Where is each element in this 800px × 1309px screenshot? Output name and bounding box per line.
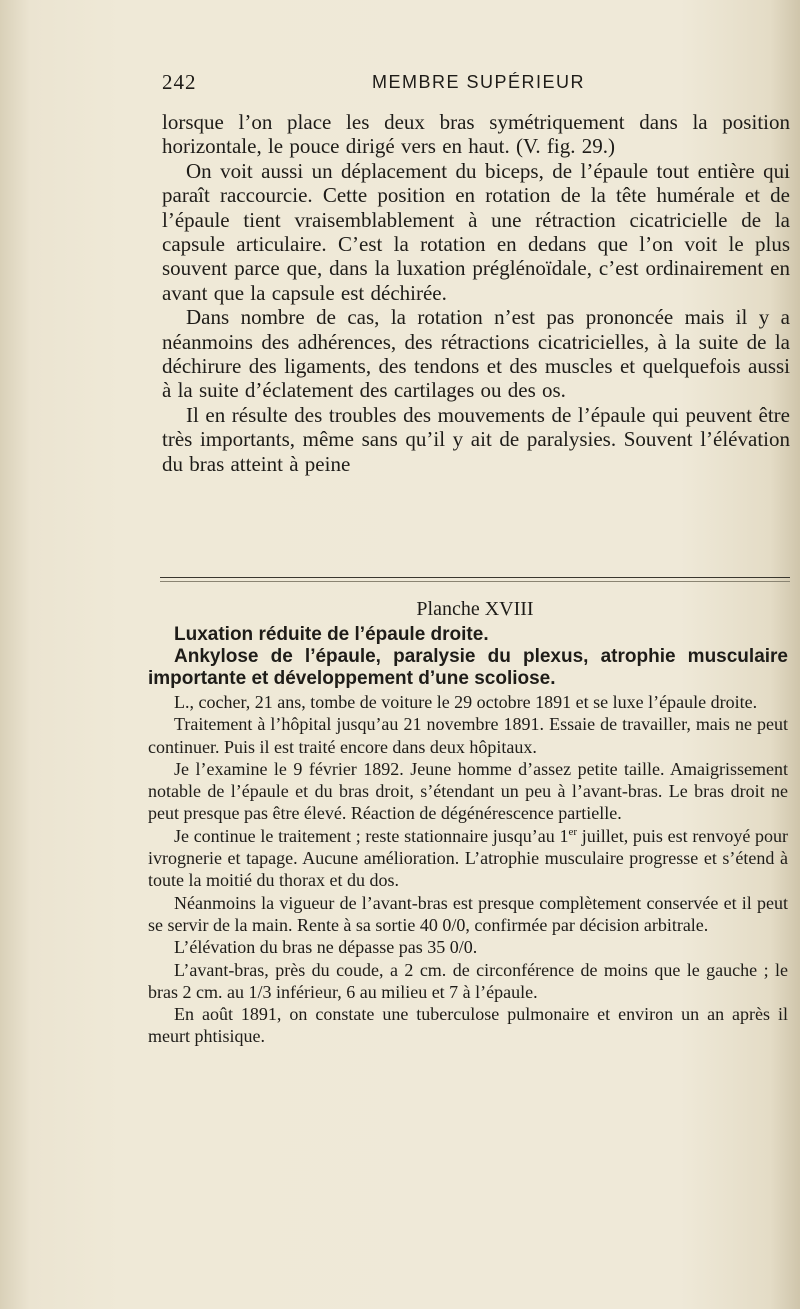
page-header — [160, 70, 790, 100]
case-paragraph: L’avant-bras, près du coude, a 2 cm. de circonférence de moins que le gauche ; le bras 2 cm. au 1/3 inférieur, 6 au milieu et 7 à l’épaule. — [148, 959, 788, 1002]
case-paragraph: Je l’examine le 9 février 1892. Jeune homme d’assez petite taille. Amaigrissement notable de l’épaule et du bras droit, s’étendant un peu à l’avant-bras. Le bras droit ne peut presque pas être élevé. Réaction de dégénérescence partielle. — [148, 758, 788, 824]
case-paragraph: L., cocher, 21 ans, tombe de voiture le 29 octobre 1891 et se luxe l’épaule droite. — [174, 692, 758, 712]
plate-title: Planche XVIII — [416, 598, 534, 620]
case-text: juillet, puis est renvoyé pour ivrognerie et tapage. Aucune amélioration. L’atrophie musculaire progresse et s’étend à toute la moitié du thorax et du dos. — [148, 825, 788, 891]
paragraph: Dans nombre de cas, la rotation n’est pas prononcée mais il y a néanmoins des adhérences, des rétractions cicatricielles, à la suite de la déchirure des ligaments, des tendons et des muscles et quelquefois aussi à la suite d’éclatement des cartilages ou des os. — [162, 305, 790, 403]
plate-heading: Luxation réduite de l’épaule droite. — [174, 624, 489, 645]
paragraph: On voit aussi un déplacement du biceps, de l’épaule tout entière qui paraît raccourcie. Cette position en rotation de la tête humérale et de l’épaule tient vraisemblablement à une rétraction cicatricielle de la capsule articulaire. C’est la rotation en dedans que l’on voit le plus souvent parce que, dans la luxation préglénoïdale, c’est ordinairement en avant que la capsule est déchirée. — [162, 158, 790, 305]
ordinal-superscript: er — [568, 825, 578, 838]
case-text: Je continue le traitement ; reste stationnaire jusqu’au 1 — [174, 825, 569, 846]
paragraph: Il en résulte des troubles des mouvements de l’épaule qui peuvent être très importants, même sans qu’il y ait de paralysies. Souvent l’élévation du bras atteint à peine — [162, 402, 790, 476]
plate-subheading: Ankylose de l’épaule, paralysie du plexus, atrophie musculaire importante et développement d’une scoliose. — [148, 646, 788, 689]
running-title: MEMBRE SUPÉRIEUR — [372, 72, 586, 92]
section-divider — [160, 577, 790, 578]
page-number: 242 — [162, 70, 197, 94]
paragraph-continuation: lorsque l’on place les deux bras symétriquement dans la position horizontale, le pouce dirigé vers en haut. (V. fig. 29.) — [162, 110, 790, 159]
case-paragraph: En août 1891, on constate une tuberculose pulmonaire et environ un an après il meurt phtisique. — [148, 1004, 788, 1047]
main-text — [162, 110, 790, 476]
case-paragraph: Traitement à l’hôpital jusqu’au 21 novembre 1891. Essaie de travailler, mais ne peut continuer. Puis il est traité encore dans deux hôpitaux. — [148, 714, 788, 757]
case-paragraph: Néanmoins la vigueur de l’avant-bras est presque complètement conservée et il peut se servir de la main. Rente à sa sortie 40 0/0, confirmée par décision arbitrale. — [148, 892, 788, 935]
section-divider-thin — [160, 581, 790, 582]
case-paragraph: L’élévation du bras ne dépasse pas 35 0/0. — [174, 937, 478, 958]
case-report — [148, 691, 788, 1048]
plate-description — [148, 624, 788, 1048]
case-paragraph — [148, 825, 788, 892]
